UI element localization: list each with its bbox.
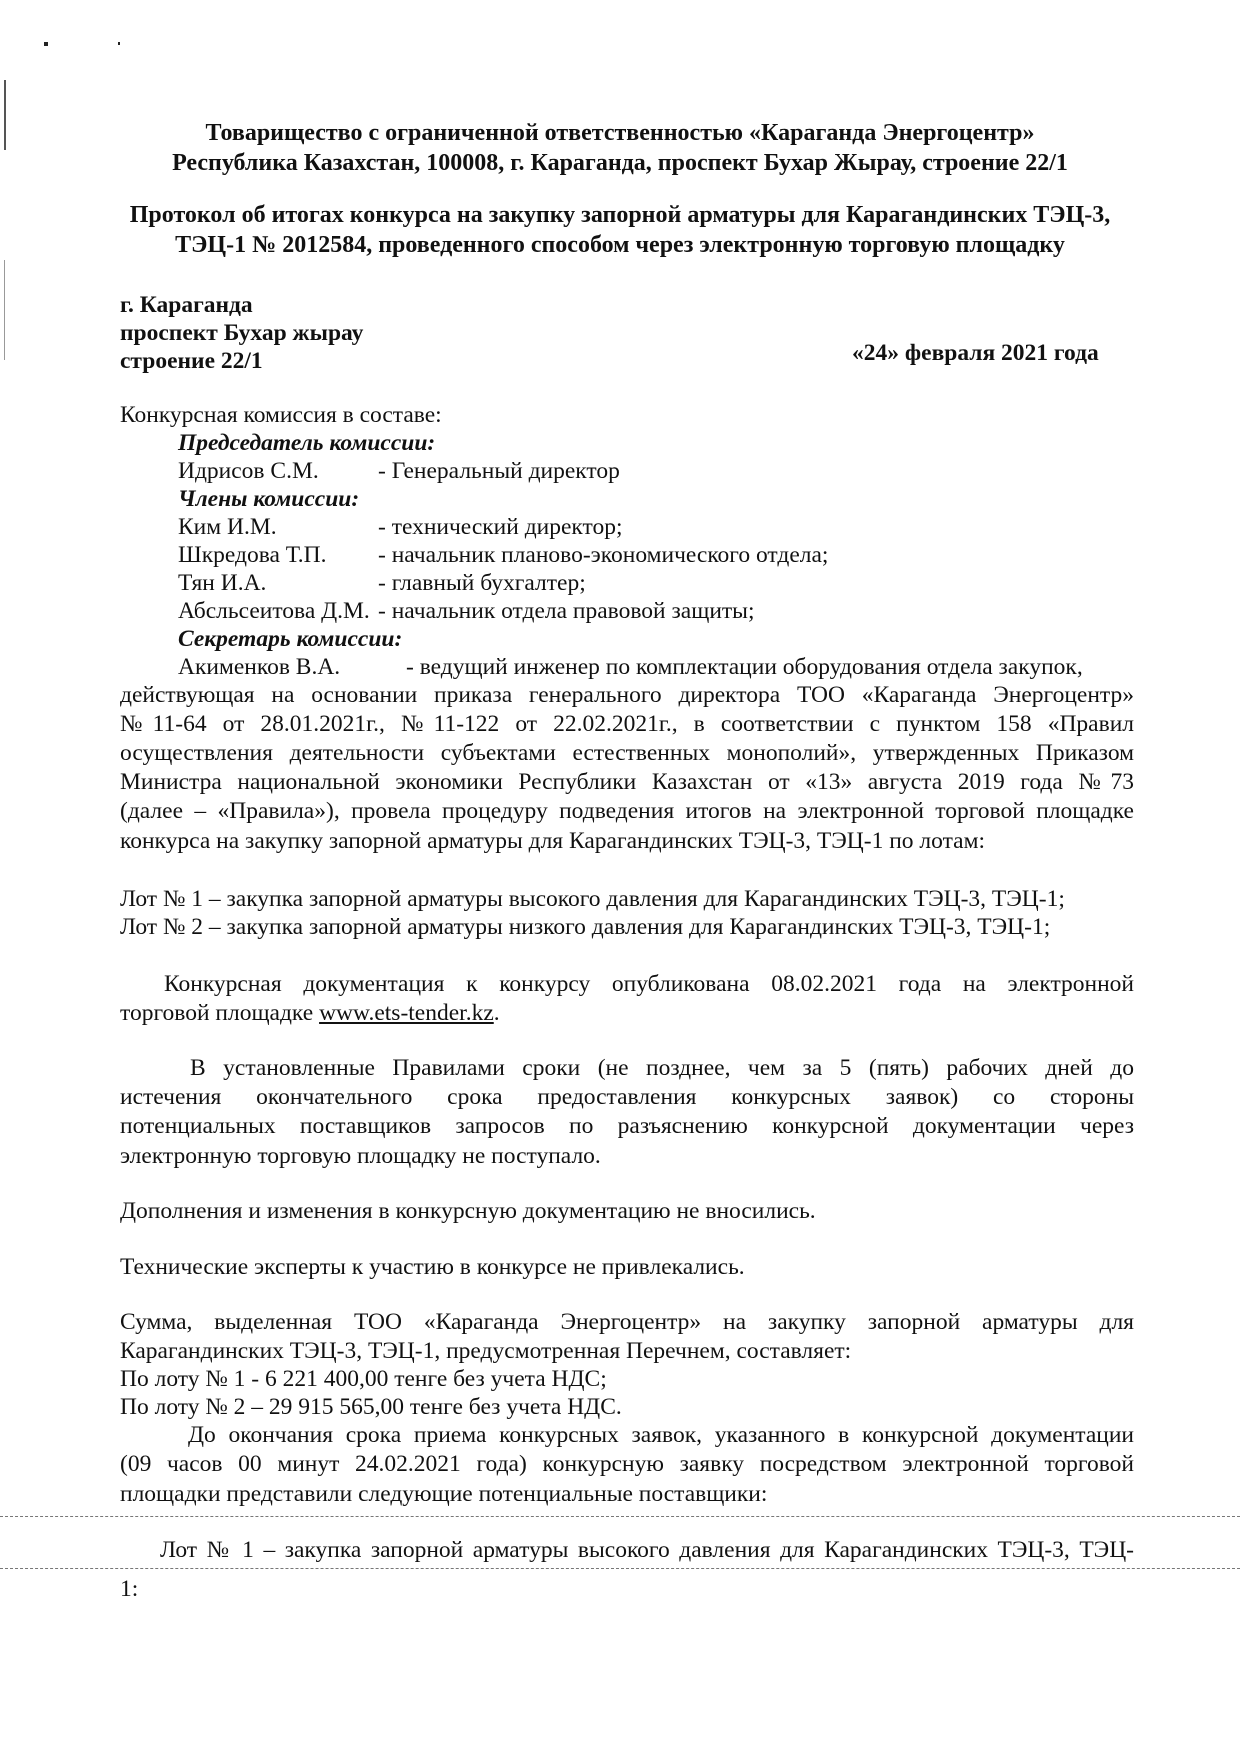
member-row (178, 512, 1078, 542)
changes-paragraph: Дополнения и изменения в конкурсную документацию не вносились. (120, 1198, 816, 1224)
organization-address: Республика Казахстан, 100008, г. Караганда, проспект Бухар Жырау, строение 22/1 (172, 150, 1068, 176)
member-name: Абсльсеитова Д.М. (178, 598, 370, 624)
place-street: проспект Бухар жырау (120, 320, 364, 346)
published-prefix: торговой площадке (120, 1000, 320, 1026)
scan-speck (118, 42, 120, 45)
secretary-label: Секретарь комиссии: (178, 626, 403, 652)
member-name: Ким И.М. (178, 514, 277, 540)
scan-edge-mark (4, 80, 6, 150)
experts-paragraph: Технические эксперты к участию в конкурсе не привлекались. (120, 1254, 745, 1280)
sum-line-last: Карагандинских ТЭЦ-3, ТЭЦ-1, предусмотренная Перечнем, составляет: (120, 1338, 852, 1364)
member-name: Тян И.А. (178, 570, 267, 596)
secretary-row (178, 652, 1138, 682)
member-role: - главный бухгалтер; (378, 570, 586, 596)
secretary-role: - ведущий инженер по комплектации оборудования отдела закупок, (406, 654, 1083, 680)
basis-line: (далее – «Правила»), провела процедуру подведения итогов на электронной торговой площадке (120, 798, 1134, 824)
member-row (178, 596, 1078, 626)
basis-line-last: конкурса на закупку запорной арматуры для Карагандинских ТЭЦ-3, ТЭЦ-1 по лотам: (120, 828, 985, 854)
organization-name: Товарищество с ограниченной ответственностью «Караганда Энергоцентр» (205, 120, 1035, 146)
separator-line (0, 1568, 1240, 1569)
chair-label: Председатель комиссии: (178, 430, 436, 456)
bids-line: До окончания срока приема конкурсных заявок, указанного в конкурсной документации (188, 1422, 1134, 1448)
ets-tender-link[interactable]: www.ets-tender.kz (319, 1000, 494, 1026)
commission-intro: Конкурсная комиссия в составе: (120, 402, 442, 428)
deadline-line-last: электронную торговую площадку не поступало. (120, 1143, 601, 1169)
member-role: - технический директор; (378, 514, 623, 540)
place-building: строение 22/1 (120, 348, 263, 374)
protocol-date: «24» февраля 2021 года (852, 340, 1099, 366)
lot-2-line: Лот № 2 – закупка запорной арматуры низкого давления для Карагандинских ТЭЦ-3, ТЭЦ-1; (120, 914, 1051, 940)
sum-lot-1: По лоту № 1 - 6 221 400,00 тенге без учета НДС; (120, 1366, 607, 1392)
bids-line: (09 часов 00 минут 24.02.2021 года) конкурсную заявку посредством электронной торговой (120, 1451, 1134, 1477)
sum-lot-2: По лоту № 2 – 29 915 565,00 тенге без учета НДС. (120, 1394, 622, 1420)
member-row (178, 568, 1078, 598)
separator-line (0, 1516, 1240, 1517)
lot-1-line: Лот № 1 – закупка запорной арматуры высокого давления для Карагандинских ТЭЦ-3, ТЭЦ-1; (120, 886, 1065, 912)
secretary-name: Акименков В.А. (178, 654, 341, 680)
chair-name: Идрисов С.М. (178, 458, 319, 484)
basis-line: действующая на основании приказа генерального директора ТОО «Караганда Энергоцентр» (120, 682, 1134, 708)
published-line: Конкурсная документация к конкурсу опубликована 08.02.2021 года на электронной (164, 971, 1134, 997)
basis-line: Министра национальной экономики Республики Казахстан от «13» августа 2019 года №73 (120, 769, 1134, 795)
published-line-2 (120, 998, 500, 1028)
deadline-line: В установленные Правилами сроки (не позднее, чем за 5 (пять) рабочих дней до (190, 1055, 1134, 1081)
protocol-title-line2: ТЭЦ-1 № 2012584, проведенного способом через электронную торговую площадку (175, 232, 1065, 258)
deadline-line: истечения окончательного срока предоставления конкурсных заявок) со стороны (120, 1084, 1134, 1110)
sum-line: Сумма, выделенная ТОО «Караганда Энергоцентр» на закупку запорной арматуры для (120, 1309, 1134, 1335)
bids-line-last: площадки представили следующие потенциальные поставщики: (120, 1481, 768, 1507)
member-row (178, 540, 1078, 570)
member-role: - начальник планово-экономического отдела; (378, 542, 829, 568)
protocol-title-line1: Протокол об итогах конкурса на закупку запорной арматуры для Карагандинских ТЭЦ-3, (129, 202, 1111, 228)
lot-1-footer-line-2: 1: (120, 1576, 139, 1602)
chair-role: - Генеральный директор (378, 458, 620, 484)
scan-edge-mark (4, 260, 5, 360)
place-city: г. Караганда (120, 292, 253, 318)
basis-line: №11-64 от 28.01.2021г., №11-122 от 22.02.2021г., в соответствии с пунктом 158 «Правил (120, 711, 1134, 737)
chair-row (178, 456, 1078, 486)
deadline-line: потенциальных поставщиков запросов по разъяснению конкурсной документации через (120, 1113, 1134, 1139)
lot-1-footer-line: Лот № 1 – закупка запорной арматуры высокого давления для Карагандинских ТЭЦ-3, ТЭЦ- (160, 1537, 1134, 1563)
published-suffix: . (493, 1000, 500, 1026)
scan-speck (44, 42, 48, 46)
basis-line: осуществления деятельности субъектами естественных монополий», утвержденных Приказом (120, 740, 1134, 766)
member-role: - начальник отдела правовой защиты; (378, 598, 755, 624)
members-label: Члены комиссии: (178, 486, 360, 512)
member-name: Шкредова Т.П. (178, 542, 327, 568)
